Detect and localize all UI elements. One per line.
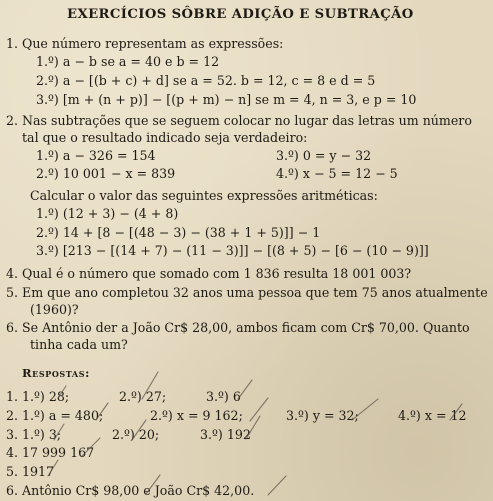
answer-number: 4.: [6, 445, 19, 460]
question-4: [6, 266, 411, 281]
page-title: EXERCÍCIOS SÔBRE ADIÇÃO E SUBTRAÇÃO: [67, 7, 414, 22]
answer-row-6: [6, 483, 254, 498]
q2-item-2: 2.º) 10 001 − x = 839: [36, 166, 176, 181]
question-text: Nas subtrações que se seguem colocar no lugar das letras um número: [22, 113, 472, 128]
question-number: 1.: [6, 36, 19, 51]
q3-item-1: 1.º) (12 + 3) − (4 + 8): [36, 206, 179, 221]
answer-row-2: [6, 408, 103, 423]
answers-heading: Respostas:: [22, 366, 90, 380]
question-5: [6, 285, 488, 300]
answer-number: 5.: [6, 464, 19, 479]
answer-1-part-3: 3.º) 6: [206, 389, 241, 404]
q1-item-3: 3.º) [m + (n + p)] − [(p + m) − n] se m = 4, n = 3, e p = 10: [36, 92, 417, 107]
answer-number: 1.: [6, 389, 19, 404]
question-text: Qual é o número que somado com 1 836 resulta 18 001 003?: [22, 266, 412, 281]
answer-5-text: 1917: [22, 464, 55, 479]
question-text: Em que ano completou 32 anos uma pessoa que tem 75 anos atualmente: [22, 285, 488, 300]
answer-number: 2.: [6, 408, 19, 423]
question-text: Que número representam as expressões:: [22, 36, 284, 51]
question-6: [6, 320, 470, 335]
answer-3-part-2: 2.º) 20;: [112, 427, 160, 442]
q2-item-3: 3.º) 0 = y − 32: [276, 148, 372, 163]
q3-item-2: 2.º) 14 + [8 − [(48 − 3) − (38 + 1 + 5)]] − 1: [36, 225, 321, 240]
q1-item-2: 2.º) a − [(b + c) + d] se a = 52. b = 12, c = 8 e d = 5: [36, 73, 376, 88]
answer-3-part-1: 1.º) 3;: [22, 427, 62, 442]
answer-3-part-3: 3.º) 192: [200, 427, 251, 442]
answer-number: 3.: [6, 427, 19, 442]
q2-item-1: 1.º) a − 326 = 154: [36, 148, 156, 163]
answer-2-part-2: 2.º) x = 9 162;: [150, 408, 243, 423]
q2-item-4: 4.º) x − 5 = 12 − 5: [276, 166, 398, 181]
answer-6-text: Antônio Cr$ 98,00 e João Cr$ 42,00.: [22, 483, 255, 498]
answer-2-part-4: 4.º) x = 12: [398, 408, 467, 423]
check-mark-icon: [250, 398, 268, 421]
answer-row-1: [6, 389, 69, 404]
answer-2-part-1: 1.º) a = 480;: [22, 408, 104, 423]
answer-2-part-3: 3.º) y = 32;: [286, 408, 359, 423]
question-number: 4.: [6, 266, 19, 281]
question-2: [6, 113, 472, 128]
question-1: [6, 36, 283, 51]
q1-item-1: 1.º) a − b se a = 40 e b = 12: [36, 54, 220, 69]
question-number: 5.: [6, 285, 19, 300]
answer-row-3: [6, 427, 61, 442]
question-3: Calcular o valor das seguintes expressões aritméticas:: [30, 188, 378, 203]
answer-row-5: [6, 464, 54, 479]
question-number: 6.: [6, 320, 19, 335]
answer-1-part-1: 1.º) 28;: [22, 389, 70, 404]
q3-item-3: 3.º) [213 − [(14 + 7) − (11 − 3)]] − [(8 + 5) − [6 − (10 − 9)]]: [36, 243, 429, 258]
answer-number: 6.: [6, 483, 19, 498]
answer-4-text: 17 999 167: [22, 445, 95, 460]
question-text: Se Antônio der a João Cr$ 28,00, ambos ficam com Cr$ 70,00. Quanto: [22, 320, 470, 335]
question-2-continued: tal que o resultado indicado seja verdadeiro:: [22, 130, 308, 145]
question-6-continued: tinha cada um?: [30, 337, 128, 352]
check-mark-icon: [268, 476, 286, 495]
question-number: 2.: [6, 113, 19, 128]
question-5-continued: (1960)?: [30, 302, 79, 317]
answer-row-4: [6, 445, 94, 460]
answer-1-part-2: 2.º) 27;: [119, 389, 167, 404]
